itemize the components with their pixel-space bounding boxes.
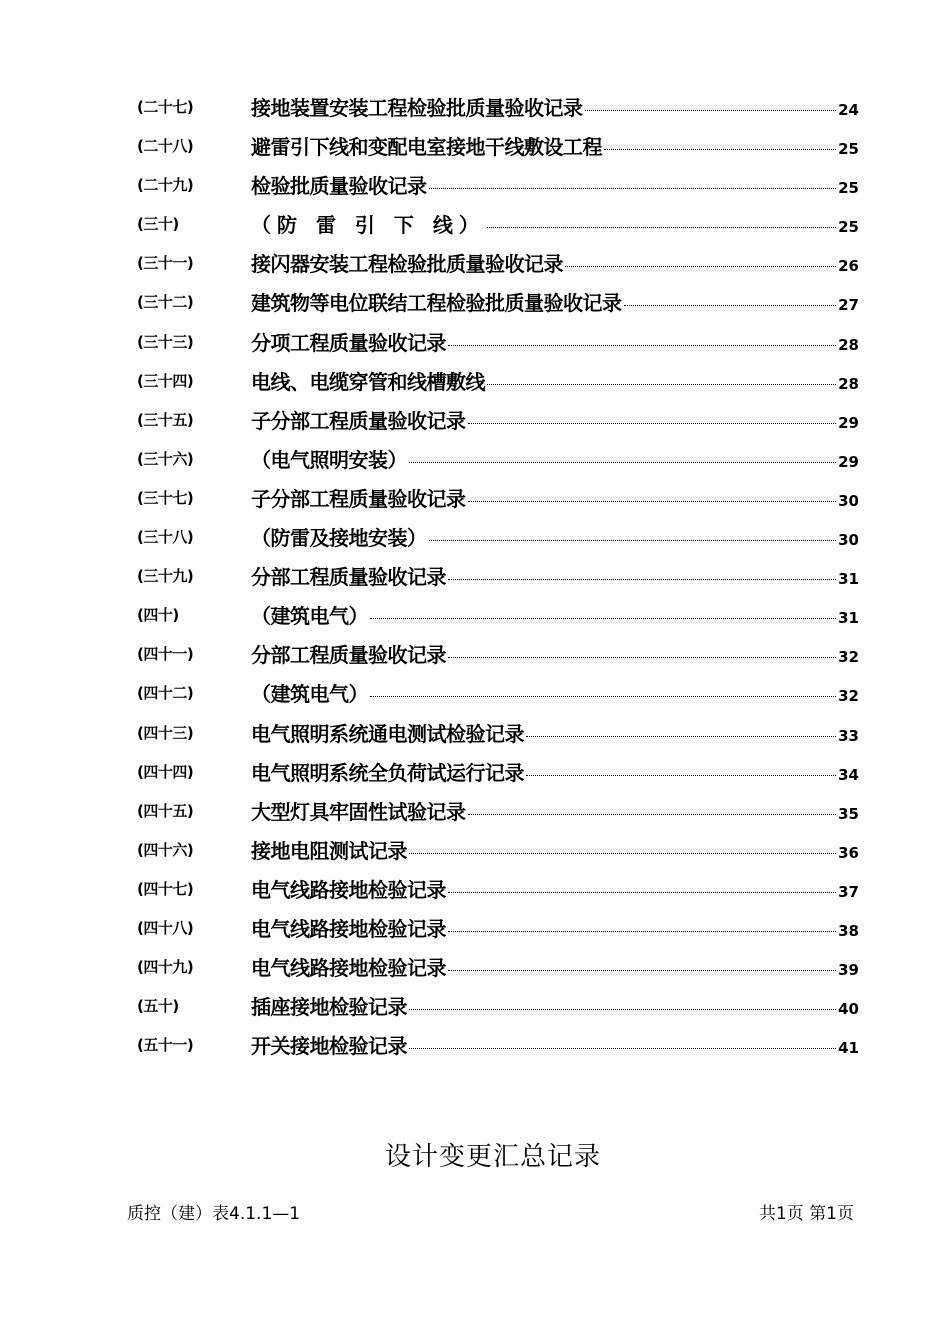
- toc-entry[interactable]: [0, 283, 950, 322]
- toc-entry-line: [251, 287, 859, 316]
- toc-entry-title: 建筑物等电位联结工程检验批质量验收记录: [251, 291, 622, 316]
- toc-dot-leader: [448, 930, 836, 932]
- toc-dot-leader: [448, 656, 836, 658]
- toc-entry-line: [251, 718, 859, 747]
- toc-entry[interactable]: [0, 401, 950, 440]
- toc-entry[interactable]: [0, 792, 950, 831]
- toc-entry-number: (五十): [137, 997, 179, 1016]
- toc-dot-leader: [526, 735, 836, 737]
- toc-entry-title: 电气线路接地检验记录: [251, 877, 446, 902]
- toc-entry-title: 分项工程质量验收记录: [251, 330, 446, 355]
- toc-entry-title: （建筑电气）: [251, 604, 368, 629]
- toc-entry-line: [251, 522, 859, 551]
- toc-entry-number: (四十三): [137, 723, 194, 742]
- toc-dot-leader: [487, 226, 836, 228]
- toc-dot-leader: [409, 1008, 836, 1010]
- toc-entry-page: 30: [838, 531, 859, 550]
- toc-entry-number: (五十一): [137, 1036, 194, 1055]
- toc-entry-number: (三十七): [137, 488, 194, 507]
- toc-entry-page: 29: [838, 413, 859, 432]
- toc-entry[interactable]: [0, 127, 950, 166]
- toc-entry-title: 接闪器安装工程检验批质量验收记录: [251, 252, 563, 277]
- toc-entry[interactable]: [0, 518, 950, 557]
- toc-entry-title: （电气照明安装）: [251, 447, 407, 472]
- toc-entry-number: (二十九): [137, 176, 194, 195]
- toc-entry-number: (三十): [137, 215, 179, 234]
- toc-entry-line: [251, 874, 859, 903]
- toc-entry[interactable]: [0, 714, 950, 753]
- toc-entry[interactable]: [0, 753, 950, 792]
- toc-entry-title: 子分部工程质量验收记录: [251, 486, 466, 511]
- toc-entry[interactable]: [0, 596, 950, 635]
- toc-entry-number: (二十八): [137, 137, 194, 156]
- toc-entry-title: （建筑电气）: [251, 682, 368, 707]
- toc-entry-page: 25: [838, 140, 859, 159]
- toc-dot-leader: [448, 344, 836, 346]
- toc-entry-line: [251, 835, 859, 864]
- toc-entry-title: 开关接地检验记录: [251, 1034, 407, 1059]
- toc-entry-line: [251, 678, 859, 707]
- toc-dot-leader: [468, 813, 837, 815]
- toc-entry-line: [251, 444, 859, 473]
- toc-entry-number: (四十二): [137, 684, 194, 703]
- toc-entry-page: 39: [838, 961, 859, 980]
- toc-entry[interactable]: [0, 323, 950, 362]
- toc-entry-number: (四十): [137, 606, 179, 625]
- toc-entry-page: 40: [838, 1000, 859, 1019]
- toc-entry-number: (四十七): [137, 879, 194, 898]
- toc-entry-page: 36: [838, 843, 859, 862]
- toc-entry-line: [251, 327, 859, 356]
- toc-entry[interactable]: [0, 870, 950, 909]
- toc-entry-title: 电气照明系统全负荷试运行记录: [251, 760, 524, 785]
- toc-entry-page: 41: [838, 1039, 859, 1058]
- toc-entry-title: 避雷引下线和变配电室接地干线敷设工程: [251, 135, 602, 160]
- toc-entry-page: 32: [838, 648, 859, 667]
- toc-entry-number: (三十四): [137, 371, 194, 390]
- toc-entry-page: 24: [838, 101, 859, 119]
- toc-entry-number: (四十九): [137, 958, 194, 977]
- toc-entry[interactable]: [0, 987, 950, 1026]
- toc-entry-number: (四十八): [137, 918, 194, 937]
- toc-entry-line: [251, 952, 859, 981]
- toc-dot-leader: [468, 422, 837, 424]
- toc-entry-page: 26: [838, 257, 859, 276]
- toc-entry-number: (三十三): [137, 332, 194, 351]
- toc-dot-leader: [585, 109, 837, 111]
- toc-entry-page: 28: [838, 335, 859, 354]
- toc-entry-number: (三十五): [137, 410, 194, 429]
- form-code: 质控（建）表4.1.1—1: [127, 1204, 301, 1224]
- toc-entry-page: 34: [838, 765, 859, 784]
- toc-entry-page: 30: [838, 491, 859, 510]
- toc-entry-page: 37: [838, 882, 859, 901]
- toc-entry-page: 25: [838, 179, 859, 198]
- toc-dot-leader: [370, 617, 836, 619]
- toc-entry-line: [251, 248, 859, 277]
- toc-dot-leader: [429, 187, 837, 189]
- toc-dot-leader: [624, 304, 837, 306]
- toc-dot-leader: [487, 383, 836, 385]
- toc-entry-title: 子分部工程质量验收记录: [251, 408, 466, 433]
- toc-entry-line: [251, 600, 859, 629]
- toc-entry[interactable]: [0, 166, 950, 205]
- toc-entry-title: （防 雷 引 下 线）: [251, 213, 485, 238]
- toc-entry[interactable]: [0, 479, 950, 518]
- toc-entry-line: [251, 483, 859, 512]
- toc-entry-page: 28: [838, 374, 859, 393]
- toc-entry-title: 分部工程质量验收记录: [251, 643, 446, 668]
- toc-entry[interactable]: [0, 674, 950, 713]
- toc-dot-leader: [409, 852, 836, 854]
- toc-entry-page: 33: [838, 726, 859, 745]
- table-of-contents: [0, 88, 950, 1065]
- toc-entry-title: 接地电阻测试记录: [251, 838, 407, 863]
- toc-entry-line: [251, 991, 859, 1020]
- toc-entry-page: 27: [838, 296, 859, 315]
- toc-entry-title: 电气线路接地检验记录: [251, 916, 446, 941]
- toc-entry-title: 电气线路接地检验记录: [251, 956, 446, 981]
- toc-entry-page: 25: [838, 218, 859, 237]
- toc-dot-leader: [448, 969, 836, 971]
- toc-entry[interactable]: [0, 635, 950, 674]
- toc-entry-number: (四十六): [137, 840, 194, 859]
- toc-entry[interactable]: [0, 831, 950, 870]
- toc-entry[interactable]: [0, 557, 950, 596]
- toc-entry-line: [251, 92, 859, 121]
- toc-entry-page: 38: [838, 921, 859, 940]
- page-info: 共1页 第1页: [758, 1204, 854, 1224]
- toc-dot-leader: [468, 500, 837, 502]
- toc-entry[interactable]: [0, 205, 950, 244]
- toc-entry-title: 检验批质量验收记录: [251, 174, 427, 199]
- toc-entry-line: [251, 757, 859, 786]
- toc-entry[interactable]: [0, 1026, 950, 1065]
- toc-entry-line: [251, 170, 859, 199]
- toc-entry-number: (四十五): [137, 801, 194, 820]
- toc-entry-number: (三十九): [137, 567, 194, 586]
- toc-dot-leader: [409, 461, 836, 463]
- toc-entry-number: (三十一): [137, 254, 194, 273]
- toc-dot-leader: [604, 148, 836, 150]
- toc-entry-title: 分部工程质量验收记录: [251, 565, 446, 590]
- toc-entry-title: 电气照明系统通电测试检验记录: [251, 721, 524, 746]
- toc-entry-number: (四十四): [137, 762, 194, 781]
- toc-entry[interactable]: [0, 362, 950, 401]
- toc-dot-leader: [448, 578, 836, 580]
- toc-entry-line: [251, 366, 859, 395]
- toc-entry-number: (三十六): [137, 449, 194, 468]
- toc-entry-number: (三十八): [137, 528, 194, 547]
- toc-dot-leader: [526, 774, 836, 776]
- toc-entry-page: 29: [838, 452, 859, 471]
- toc-entry-line: [251, 796, 859, 825]
- toc-entry[interactable]: [0, 440, 950, 479]
- toc-entry-title: 插座接地检验记录: [251, 995, 407, 1020]
- toc-entry-title: （防雷及接地安装）: [251, 526, 427, 551]
- toc-entry-number: (三十二): [137, 293, 194, 312]
- toc-entry[interactable]: [0, 909, 950, 948]
- toc-entry[interactable]: [0, 244, 950, 283]
- toc-entry-page: 32: [838, 687, 859, 706]
- toc-dot-leader: [429, 539, 837, 541]
- toc-entry-line: [251, 639, 859, 668]
- toc-dot-leader: [370, 695, 836, 697]
- toc-entry-title: 接地装置安装工程检验批质量验收记录: [251, 96, 583, 120]
- toc-dot-leader: [565, 265, 836, 267]
- toc-dot-leader: [448, 891, 836, 893]
- document-title: 设计变更汇总记录: [384, 1142, 601, 1172]
- toc-entry[interactable]: [0, 88, 950, 127]
- toc-entry-page: 35: [838, 804, 859, 823]
- toc-entry-page: 31: [838, 609, 859, 628]
- toc-dot-leader: [409, 1047, 836, 1049]
- toc-entry-line: [251, 131, 859, 160]
- toc-entry-title: 电线、电缆穿管和线槽敷线: [251, 369, 485, 394]
- toc-entry-number: (二十七): [137, 98, 194, 116]
- toc-entry-line: [251, 561, 859, 590]
- toc-entry-page: 31: [838, 570, 859, 589]
- toc-entry[interactable]: [0, 948, 950, 987]
- toc-entry-line: [251, 913, 859, 942]
- toc-entry-line: [251, 405, 859, 434]
- toc-entry-line: [251, 209, 859, 238]
- toc-entry-number: (四十一): [137, 645, 194, 664]
- toc-entry-title: 大型灯具牢固性试验记录: [251, 799, 466, 824]
- toc-entry-line: [251, 1030, 859, 1059]
